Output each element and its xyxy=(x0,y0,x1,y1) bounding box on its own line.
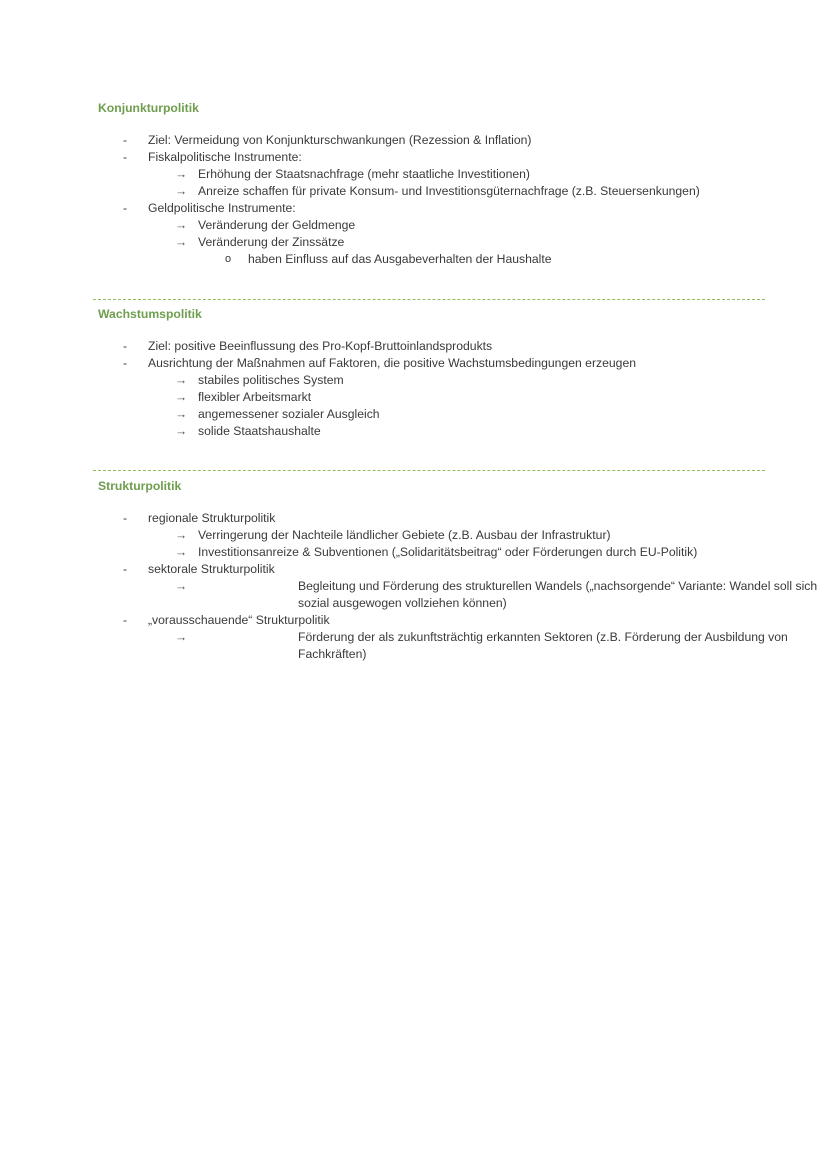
section-heading: Wachstumspolitik xyxy=(98,307,202,321)
list-item-text: Förderung der als zukunftsträchtig erkannten Sektoren (z.B. Förderung der Ausbildung von Fachkräften) xyxy=(298,630,788,661)
dash-bullet: - xyxy=(123,613,128,627)
section-strukturpolitik xyxy=(98,478,818,663)
arrow-icon: → xyxy=(175,545,188,559)
list-item xyxy=(98,527,768,544)
arrow-icon: → xyxy=(175,235,188,249)
dash-bullet: - xyxy=(123,133,128,147)
list-item-text: Veränderung der Geldmenge xyxy=(198,218,356,232)
list-item-text: Investitionsanreize & Subventionen („Solidaritätsbeitrag“ oder Förderungen durch EU-Politik) xyxy=(198,545,698,559)
section-heading: Konjunkturpolitik xyxy=(98,101,199,115)
list-item xyxy=(98,234,768,251)
list-item xyxy=(98,544,768,561)
list-item-text: „vorausschauende“ Strukturpolitik xyxy=(148,613,330,627)
list-item xyxy=(98,251,768,268)
list-item xyxy=(98,200,768,217)
bullet-list xyxy=(98,510,818,663)
list-item xyxy=(98,338,768,355)
arrow-icon: → xyxy=(175,390,188,404)
section-konjunkturpolitik xyxy=(98,100,768,268)
list-item-text: regionale Strukturpolitik xyxy=(148,511,276,525)
arrow-icon: → xyxy=(175,218,188,232)
list-item-text: Ziel: Vermeidung von Konjunkturschwankungen (Rezession & Inflation) xyxy=(148,133,532,147)
arrow-icon: → xyxy=(175,184,188,198)
list-item-text: solide Staatshaushalte xyxy=(198,424,321,438)
list-item xyxy=(98,132,768,149)
list-item-text: Begleitung und Förderung des strukturellen Wandels („nachsorgende“ Variante: Wandel soll sich sozial ausgewogen vollziehen können) xyxy=(298,579,818,610)
section-heading: Strukturpolitik xyxy=(98,479,182,493)
list-item xyxy=(98,423,768,440)
list-item xyxy=(98,355,768,372)
list-item xyxy=(98,149,768,166)
list-item xyxy=(98,406,768,423)
list-item-text: Geldpolitische Instrumente: xyxy=(148,201,296,215)
arrow-icon: → xyxy=(175,424,188,438)
list-item xyxy=(98,612,768,629)
list-item xyxy=(98,217,768,234)
list-item xyxy=(98,389,768,406)
dash-bullet: - xyxy=(123,562,128,576)
list-item xyxy=(98,578,818,612)
arrow-icon: → xyxy=(175,630,188,644)
dash-bullet: - xyxy=(123,201,128,215)
list-item-text: flexibler Arbeitsmarkt xyxy=(198,390,312,404)
dash-bullet: - xyxy=(123,356,128,370)
arrow-icon: → xyxy=(175,407,188,421)
list-item-text: Erhöhung der Staatsnachfrage (mehr staatliche Investitionen) xyxy=(198,167,530,181)
list-item-text: angemessener sozialer Ausgleich xyxy=(198,407,380,421)
list-item-text: haben Einfluss auf das Ausgabeverhalten der Haushalte xyxy=(248,252,552,266)
bullet-list xyxy=(98,132,768,268)
list-item-text: Anreize schaffen für private Konsum- und Investitionsgüternachfrage (z.B. Steuersenkungen) xyxy=(198,184,700,198)
list-item xyxy=(98,561,768,578)
circle-bullet: o xyxy=(225,253,232,265)
dash-bullet: - xyxy=(123,339,128,353)
arrow-icon: → xyxy=(175,528,188,542)
list-item xyxy=(98,629,788,663)
arrow-icon: → xyxy=(175,373,188,387)
list-item xyxy=(98,510,768,527)
section-divider xyxy=(93,470,765,471)
list-item-text: Ziel: positive Beeinflussung des Pro-Kopf-Bruttoinlandsprodukts xyxy=(148,339,493,353)
list-item-text: sektorale Strukturpolitik xyxy=(148,562,275,576)
section-divider xyxy=(93,299,765,300)
list-item-text: Verringerung der Nachteile ländlicher Gebiete (z.B. Ausbau der Infrastruktur) xyxy=(198,528,611,542)
dash-bullet: - xyxy=(123,511,128,525)
list-item xyxy=(98,166,768,183)
list-item-text: stabiles politisches System xyxy=(198,373,344,387)
arrow-icon: → xyxy=(175,579,188,593)
bullet-list xyxy=(98,338,768,440)
list-item-text: Fiskalpolitische Instrumente: xyxy=(148,150,302,164)
dash-bullet: - xyxy=(123,150,128,164)
arrow-icon: → xyxy=(175,167,188,181)
list-item-text: Veränderung der Zinssätze xyxy=(198,235,345,249)
list-item-text: Ausrichtung der Maßnahmen auf Faktoren, die positive Wachstumsbedingungen erzeugen xyxy=(148,356,637,370)
section-wachstumspolitik xyxy=(98,306,768,440)
list-item xyxy=(98,372,768,389)
list-item xyxy=(98,183,768,200)
